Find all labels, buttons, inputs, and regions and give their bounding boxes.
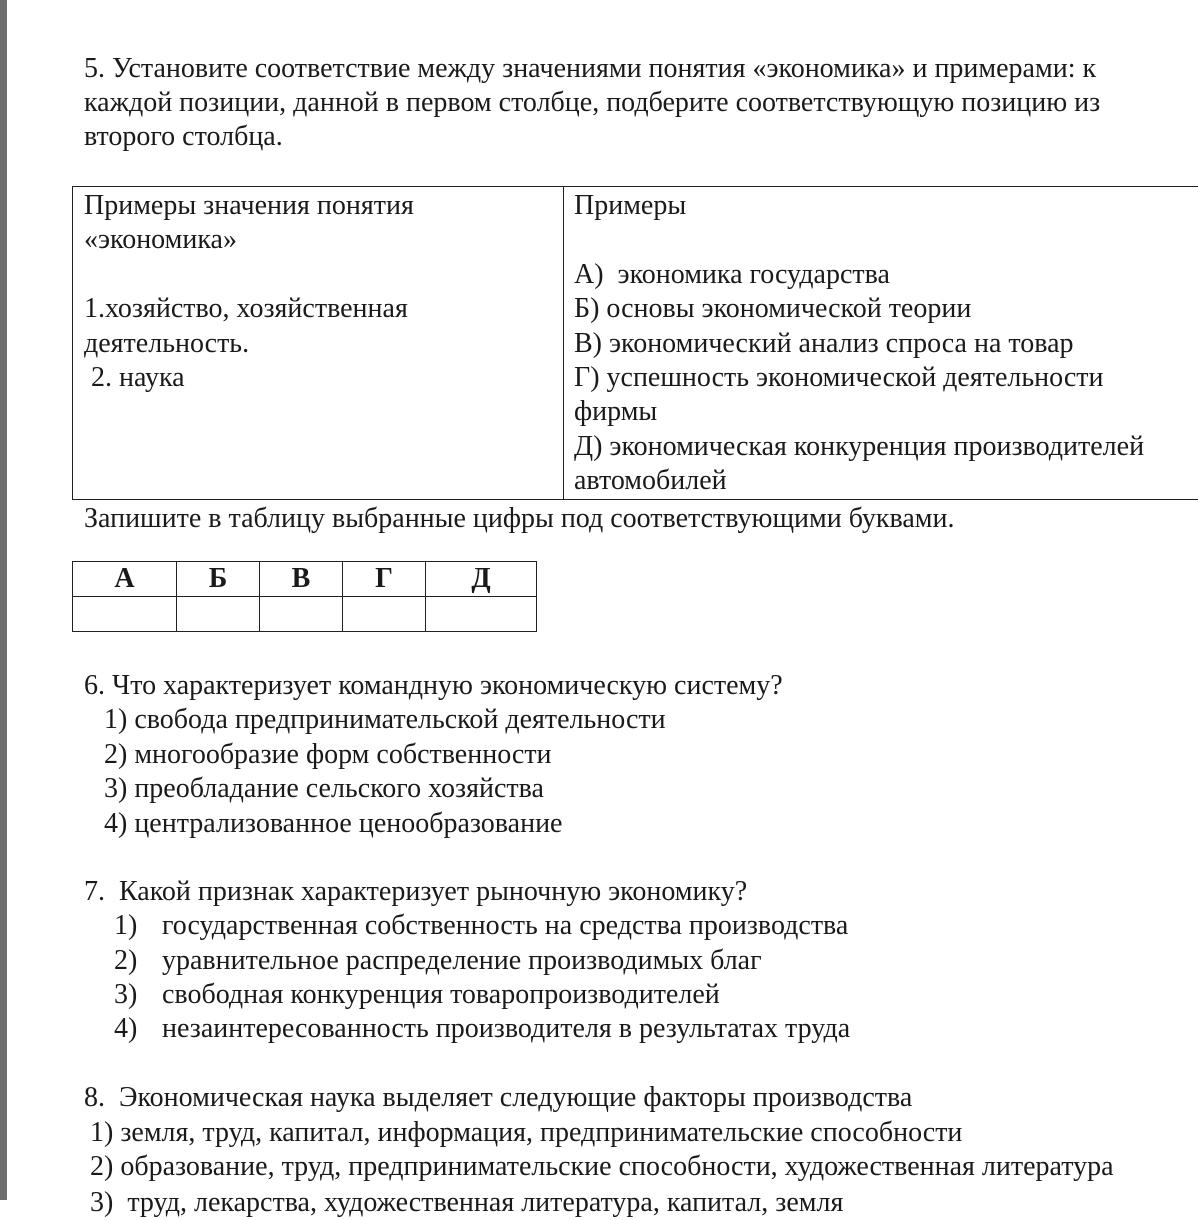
question-8-option-3: 3) труд, лекарства, художественная литература, капитал, земля xyxy=(90,1187,844,1218)
question-8-option-2: 2) образование, труд, предпринимательские способности, художественная литература xyxy=(90,1151,1114,1182)
left-item-1-line1: 1.хозяйство, хозяйственная xyxy=(84,293,408,324)
right-item-v: В) экономический анализ спроса на товар xyxy=(574,328,1074,359)
answer-table xyxy=(72,561,537,632)
answer-header-a: А xyxy=(73,562,177,597)
right-item-g-line2: фирмы xyxy=(574,396,658,427)
answer-instruction: Запишите в таблицу выбранные цифры под соответствующими буквами. xyxy=(84,503,955,534)
question-6-text: 6. Что характеризует командную экономическую систему? xyxy=(84,670,783,701)
answer-cell-d[interactable] xyxy=(426,597,537,632)
answer-cell-a[interactable] xyxy=(73,597,177,632)
question-7-option-4: незаинтересованность производителя в результатах труда xyxy=(162,1013,851,1044)
answer-header-v: В xyxy=(260,562,343,597)
question-8-text: 8. Экономическая наука выделяет следующие факторы производства xyxy=(84,1082,913,1113)
right-item-a: А) экономика государства xyxy=(574,259,890,290)
right-item-g-line1: Г) успешность экономической деятельности xyxy=(574,362,1104,393)
left-column-header-line1: Примеры значения понятия xyxy=(84,190,414,221)
left-item-1-line2: деятельность. xyxy=(84,328,250,359)
question-5-text: 5. Установите соответствие между значениями понятия «экономика» и примерами: к каждой позиции, данной в первом столбце, подберите соответствующую позицию из второго столбца. xyxy=(84,53,1101,152)
table-column-divider xyxy=(563,187,564,499)
question-7-text: 7. Какой признак характеризует рыночную экономику? xyxy=(84,876,748,907)
right-column-header: Примеры xyxy=(574,190,687,221)
question-7-option-3-number: 3) xyxy=(114,979,138,1010)
question-7-option-3: свободная конкуренция товаропроизводителей xyxy=(162,979,720,1010)
question-7-option-4-number: 4) xyxy=(114,1013,138,1044)
left-column-header-line2: «экономика» xyxy=(84,224,237,255)
answer-input-row xyxy=(73,597,537,632)
left-edge-shadow xyxy=(0,0,7,1200)
question-6-option-4: 4) централизованное ценообразование xyxy=(104,808,563,839)
answer-cell-g[interactable] xyxy=(343,597,426,632)
answer-header-d: Д xyxy=(426,562,537,597)
right-item-b: Б) основы экономической теории xyxy=(574,293,972,324)
answer-cell-v[interactable] xyxy=(260,597,343,632)
question-6-option-2: 2) многообразие форм собственности xyxy=(104,739,552,770)
answer-cell-b[interactable] xyxy=(177,597,260,632)
answer-header-row xyxy=(73,562,537,597)
question-6-option-1: 1) свобода предпринимательской деятельности xyxy=(104,704,666,735)
answer-header-b: Б xyxy=(177,562,260,597)
answer-header-g: Г xyxy=(343,562,426,597)
left-item-2: 2. наука xyxy=(84,362,185,393)
right-item-d-line1: Д) экономическая конкуренция производителей xyxy=(574,431,1145,462)
question-6-option-3: 3) преобладание сельского хозяйства xyxy=(104,773,544,804)
question-8-option-1: 1) земля, труд, капитал, информация, предпринимательские способности xyxy=(90,1117,963,1148)
right-item-d-line2: автомобилей xyxy=(574,465,727,496)
question-7-option-2-number: 2) xyxy=(114,945,138,976)
question-7-option-1-number: 1) xyxy=(114,910,138,941)
question-7-option-1: государственная собственность на средства производства xyxy=(162,910,849,941)
question-7-option-2: уравнительное распределение производимых благ xyxy=(162,945,762,976)
